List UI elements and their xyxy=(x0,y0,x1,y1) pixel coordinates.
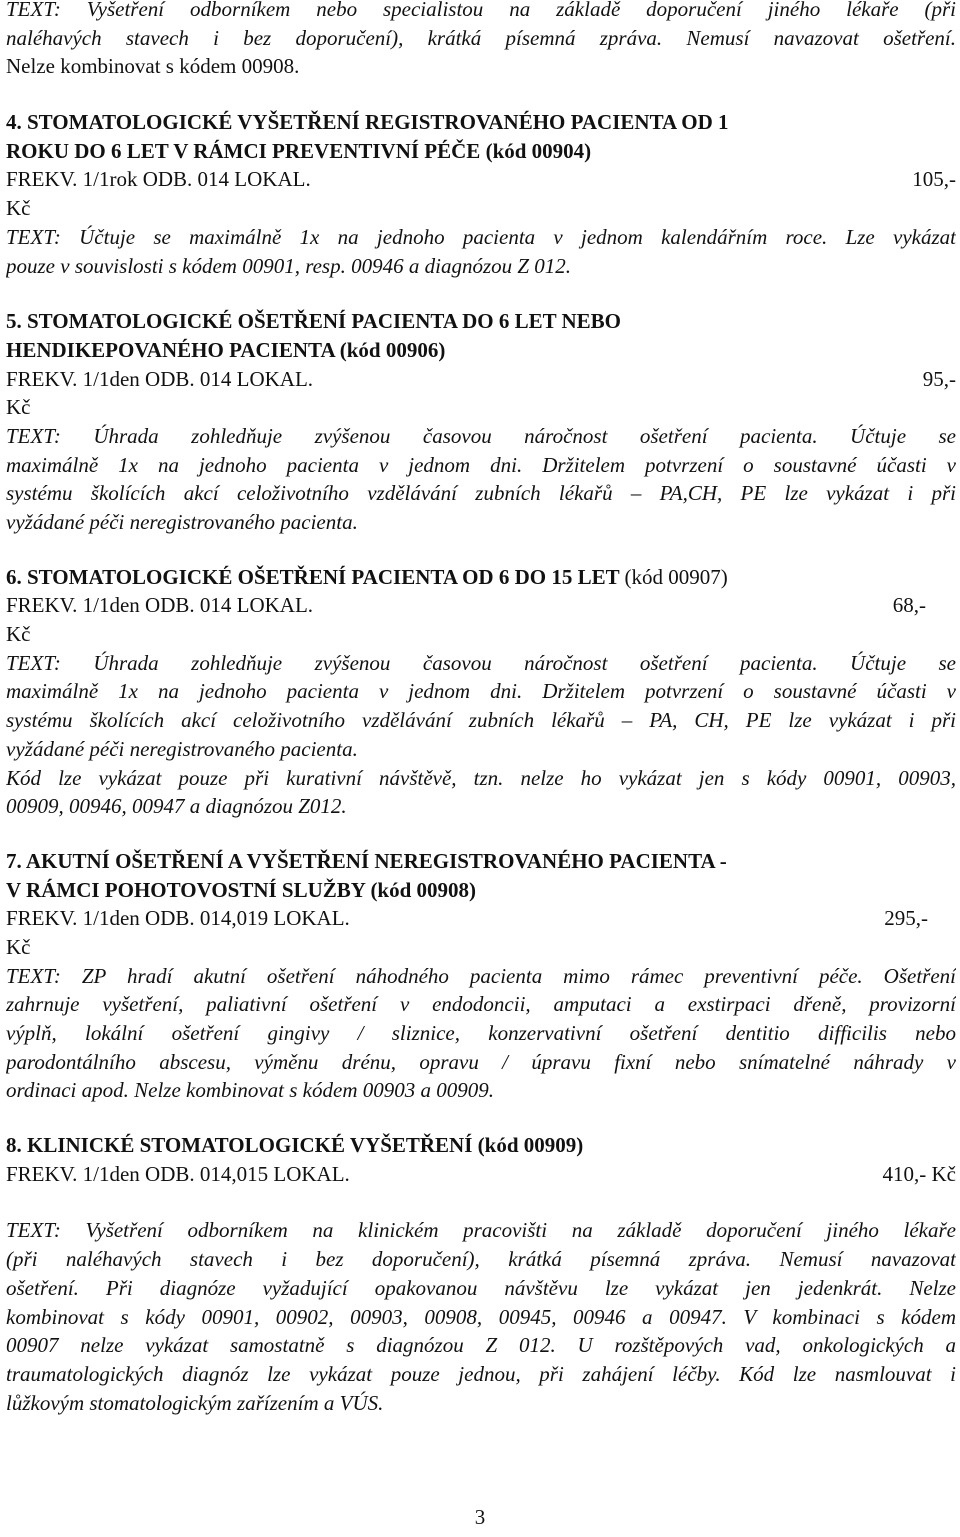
text-line: ošetření. Při diagnóze vyžadující opakovanou návštěvu lze vykázat jen jedenkrát. Nelze xyxy=(6,1275,956,1300)
currency: Kč xyxy=(6,934,31,959)
section-7 xyxy=(6,847,956,1105)
heading-code: (kód 00904) xyxy=(485,138,592,163)
section-4 xyxy=(6,108,956,280)
frequency-row xyxy=(6,365,956,394)
price: 295,- xyxy=(884,906,928,931)
heading-code: ) xyxy=(438,337,446,362)
text-line: TEXT: Účtuje se maximálně 1x na jednoho pacienta v jednom kalendářním roce. Lze vykázat xyxy=(6,224,956,249)
frequency-row xyxy=(6,165,956,194)
price: 68,- xyxy=(892,593,926,618)
text-line: maximálně 1x na jednoho pacienta v jednom dni. Držitelem potvrzení o soustavné účasti v xyxy=(6,452,956,477)
heading-text: HENDIKEPOVANÉHO PACIENTA (kód 00906 xyxy=(6,337,439,362)
heading-text: 8. KLINICKÉ STOMATOLOGICKÉ VYŠETŘENÍ xyxy=(6,1133,473,1158)
frequency-text: FREKV. 1/1den ODB. 014 LOKAL. xyxy=(6,366,314,391)
text-line: 00909, 00946, 00947 a diagnózou Z012. xyxy=(6,794,347,819)
section-heading xyxy=(6,1131,956,1160)
currency: Kč xyxy=(6,622,31,647)
heading-code: (kód 00907) xyxy=(624,564,728,589)
text-line: TEXT: Vyšetření odborníkem na klinickém pracovišti na základě doporučení jiného lékaře xyxy=(6,1218,956,1243)
frequency-text: FREKV. 1/1den ODB. 014 LOKAL. xyxy=(6,593,314,618)
text-line: zahrnuje vyšetření, paliativní ošetření v endodoncii, amputaci a exstirpaci dřeně, provizorní xyxy=(6,992,956,1017)
currency: Kč xyxy=(6,196,31,221)
section-5 xyxy=(6,307,956,537)
text-line: naléhavých stavech i bez doporučení), krátká písemná zpráva. Nemusí navazovat ošetření. xyxy=(6,25,956,50)
text-line: Kód lze vykázat pouze při kurativní návštěvě, tzn. nelze ho vykázat jen s kódy 00901, 00903, xyxy=(6,765,956,790)
frequency-text: FREKV. 1/1rok ODB. 014 LOKAL. xyxy=(6,167,311,192)
text-line: TEXT: Úhrada zohledňuje zvýšenou časovou náročnost ošetření pacienta. Účtuje se xyxy=(6,423,956,448)
text-line: maximálně 1x na jednoho pacienta v jednom dni. Držitelem potvrzení o soustavné účasti v xyxy=(6,679,956,704)
text-line: výplň, lokální ošetření gingivy / sliznice, konzervativní ošetření dentitio difficilis nebo xyxy=(6,1021,956,1045)
text-line: traumatologických diagnóz lze vykázat pouze jednou, při zahájení léčby. Kód lze nasmlouvat i xyxy=(6,1361,956,1386)
section-heading xyxy=(6,563,956,592)
heading-code: (kód 00908) xyxy=(370,877,477,902)
text-line: ordinaci apod. Nelze kombinovat s kódem 00903 a 00909. xyxy=(6,1078,494,1103)
price: 95,- xyxy=(922,366,956,391)
text-line: kombinovat s kódy 00901, 00902, 00903, 00908, 00945, 00946 a 00947. V kombinaci s kódem xyxy=(6,1304,956,1329)
frequency-row xyxy=(6,1160,956,1189)
heading-text: 6. STOMATOLOGICKÉ OŠETŘENÍ PACIENTA OD 6 DO 15 LET xyxy=(6,564,620,589)
text-line: TEXT: ZP hradí akutní ošetření náhodného pacienta mimo rámec preventivní péče. Ošetření xyxy=(6,963,956,988)
section-heading xyxy=(6,336,956,365)
frequency-text: FREKV. 1/1den ODB. 014,015 LOKAL. xyxy=(6,1161,350,1186)
currency: Kč xyxy=(6,395,31,420)
heading-text: V RÁMCI POHOTOVOSTNÍ SLUŽBY xyxy=(6,877,366,902)
document-page xyxy=(6,0,956,1417)
price: 105,- xyxy=(912,167,956,192)
section-heading: 4. STOMATOLOGICKÉ VYŠETŘENÍ REGISTROVANÉHO PACIENTA OD 1 xyxy=(6,110,729,135)
frequency-text: FREKV. 1/1den ODB. 014,019 LOKAL. xyxy=(6,906,350,931)
text-line: TEXT: Vyšetření odborníkem nebo specialistou na základě doporučení jiného lékaře (při xyxy=(6,0,956,21)
text-line: TEXT: Úhrada zohledňuje zvýšenou časovou náročnost ošetření pacienta. Účtuje se xyxy=(6,650,956,675)
price: 410,- Kč xyxy=(882,1161,956,1186)
text-line: lůžkovým stomatologickým zařízením a VÚS. xyxy=(6,1390,384,1415)
text-line: vyžádané péči neregistrovaného pacienta. xyxy=(6,510,358,534)
frequency-row xyxy=(6,904,956,933)
intro-text xyxy=(6,0,956,81)
heading-code: (kód 00909) xyxy=(477,1133,584,1158)
text-line: systému školících akcí celoživotního vzdělávání zubních lékařů – PA,CH, PE lze vykázat i při xyxy=(6,481,956,506)
text-line: 00907 nelze vykázat samostatně s diagnózou Z 012. U rozštěpových vad, onkologických a xyxy=(6,1333,956,1358)
text-line: systému školících akcí celoživotního vzdělávání zubních lékařů – PA, CH, PE lze vykázat i při xyxy=(6,708,956,733)
section-8 xyxy=(6,1131,956,1417)
frequency-row xyxy=(6,591,956,620)
text-line: pouze v souvislosti s kódem 00901, resp. 00946 a diagnózou Z 012. xyxy=(6,253,572,278)
section-heading: 5. STOMATOLOGICKÉ OŠETŘENÍ PACIENTA DO 6 LET NEBO xyxy=(6,309,621,334)
section-heading xyxy=(6,137,956,166)
page-number: 3 xyxy=(474,1505,486,1529)
section-heading: 7. AKUTNÍ OŠETŘENÍ A VYŠETŘENÍ NEREGISTROVANÉHO PACIENTA - xyxy=(6,848,727,873)
heading-text: ROKU DO 6 LET V RÁMCI PREVENTIVNÍ PÉČE xyxy=(6,138,481,163)
text-line: parodontálního abscesu, výměnu drénu, opravu / úpravu fixní nebo snímatelné náhrady v xyxy=(6,1049,956,1074)
section-6 xyxy=(6,563,956,821)
section-heading xyxy=(6,876,956,905)
text-line: Nelze kombinovat s kódem 00908. xyxy=(6,54,300,79)
text-line: vyžádané péči neregistrovaného pacienta. xyxy=(6,736,358,761)
text-line: (při naléhavých stavech i bez doporučení), krátká písemná zpráva. Nemusí navazovat xyxy=(6,1247,956,1272)
